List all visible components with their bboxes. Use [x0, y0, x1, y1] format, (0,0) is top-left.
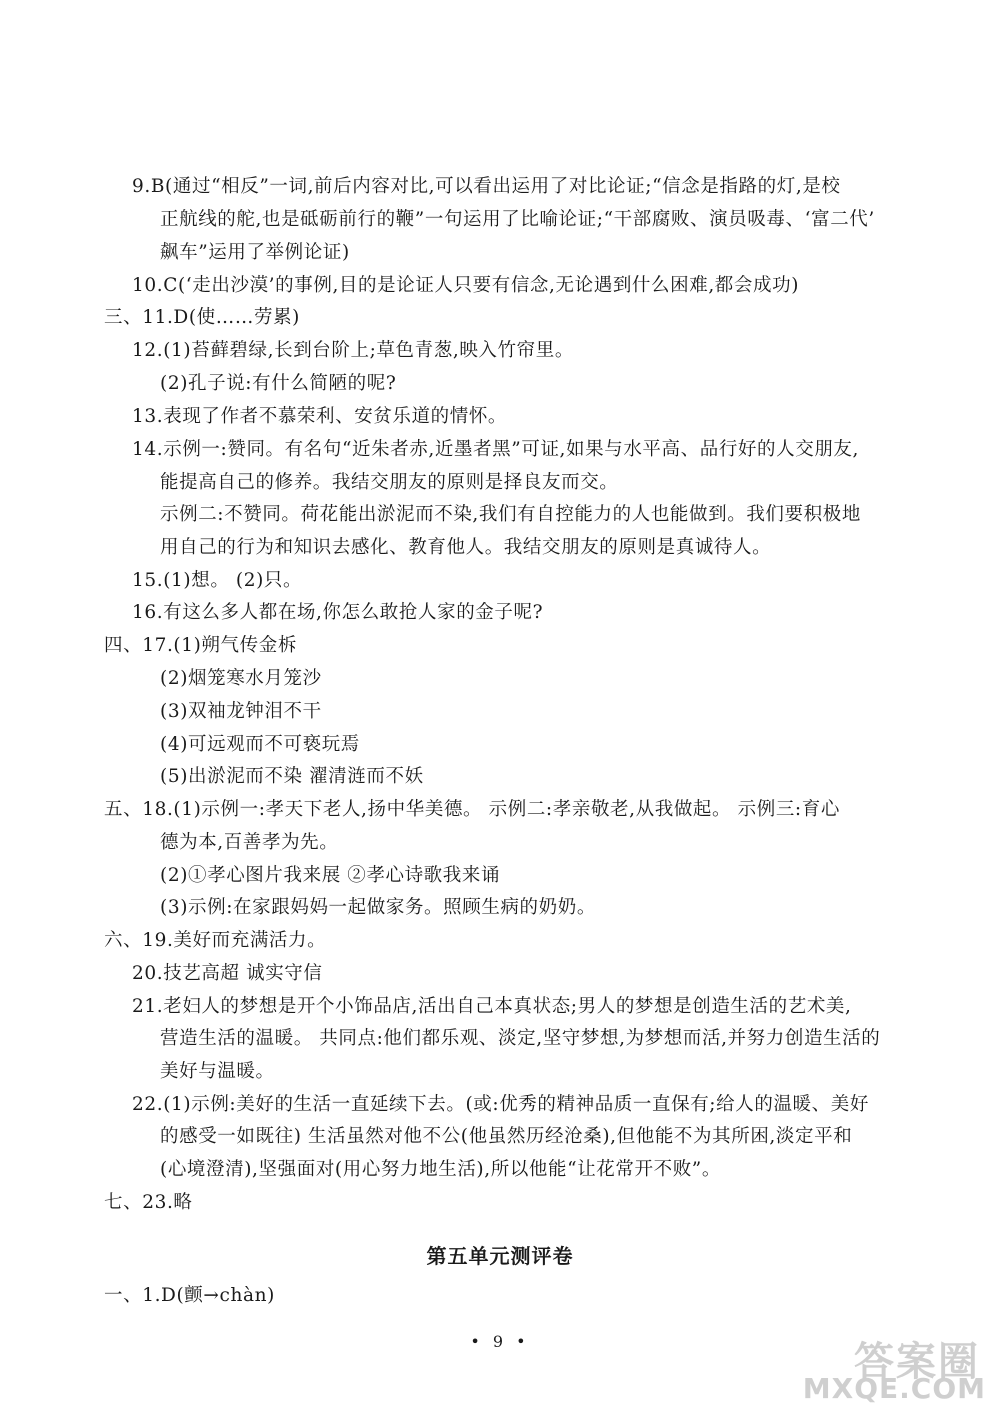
page-number: • 9 •: [470, 1332, 530, 1351]
text-line: 一、1.D(颤→chàn): [104, 1285, 275, 1306]
text-line: 能提高自己的修养。我结交朋友的原则是择良友而交。: [160, 472, 619, 493]
text-line: 示例二:不赞同。荷花能出淤泥而不染,我们有自控能力的人也能做到。我们要积极地: [160, 504, 861, 525]
text-line: 15.(1)想。 (2)只。: [132, 570, 303, 591]
text-line: 五、18.(1)示例一:孝天下老人,扬中华美德。 示例二:孝亲敬老,从我做起。 示例三:育心: [104, 799, 840, 820]
text-line: 21.老妇人的梦想是开个小饰品店,活出自己本真状态;男人的梦想是创造生活的艺术美,: [132, 996, 852, 1017]
text-line: 正航线的舵,也是砥砺前行的鞭”一句运用了比喻论证;“干部腐败、演员吸毒、‘富二代’: [160, 209, 875, 230]
text-line: 四、17.(1)朔气传金柝: [104, 635, 297, 656]
text-line: 用自己的行为和知识去感化、教育他人。我结交朋友的原则是真诚待人。: [160, 537, 772, 558]
text-line: (2)烟笼寒水月笼沙: [160, 668, 322, 689]
text-line: 20.技艺高超 诚实守信: [132, 963, 323, 984]
section-title: 第五单元测评卷: [426, 1244, 574, 1268]
text-line: 13.表现了作者不慕荣利、安贫乐道的情怀。: [132, 406, 508, 427]
text-line: 22.(1)示例:美好的生活一直延续下去。(或:优秀的精神品质一直保有;给人的温暖、美好: [132, 1094, 869, 1115]
text-line: 16.有这么多人都在场,你怎么敢抢人家的金子呢?: [132, 602, 544, 623]
watermark-url: MXQE.COM: [802, 1372, 986, 1405]
text-line: 9.B(通过“相反”一词,前后内容对比,可以看出运用了对比论证;“信念是指路的灯,是校: [132, 176, 841, 197]
text-line: (心境澄清),坚强面对(用心努力地生活),所以他能“让花常开不败”。: [160, 1159, 721, 1180]
text-line: (2)①孝心图片我来展 ②孝心诗歌我来诵: [160, 865, 501, 886]
text-line: 德为本,百善孝为先。: [160, 832, 339, 853]
watermark-text: 答案圈: [854, 1339, 980, 1385]
text-line: 营造生活的温暖。 共同点:他们都乐观、淡定,坚守梦想,为梦想而活,并努力创造生活的: [160, 1028, 881, 1049]
text-line: 14.示例一:赞同。有名句“近朱者赤,近墨者黑”可证,如果与水平高、品行好的人交朋友,: [132, 439, 860, 460]
text-line: (3)示例:在家跟妈妈一起做家务。照顾生病的奶奶。: [160, 897, 596, 918]
text-line: 飙车”运用了举例论证): [160, 242, 350, 263]
watermark-logo: [800, 1330, 990, 1410]
text-line: 三、11.D(使……劳累): [104, 307, 300, 328]
text-line: (5)出淤泥而不染 濯清涟而不妖: [160, 766, 424, 787]
text-line: 12.(1)苔藓碧绿,长到台阶上;草色青葱,映入竹帘里。: [132, 340, 574, 361]
text-line: (2)孔子说:有什么简陋的呢?: [160, 373, 397, 394]
text-line: (3)双袖龙钟泪不干: [160, 701, 322, 722]
text-line: 的感受一如既往) 生活虽然对他不公(他虽然历经沧桑),但他能不为其所困,淡定平和: [160, 1126, 853, 1147]
text-line: 美好与温暖。: [160, 1061, 275, 1082]
text-line: 六、19.美好而充满活力。: [104, 930, 327, 951]
text-line: 七、23.略: [104, 1192, 193, 1213]
text-line: 10.C(‘走出沙漠’的事例,目的是论证人只要有信念,无论遇到什么困难,都会成功): [132, 275, 800, 296]
text-line: (4)可远观而不可亵玩焉: [160, 734, 360, 755]
